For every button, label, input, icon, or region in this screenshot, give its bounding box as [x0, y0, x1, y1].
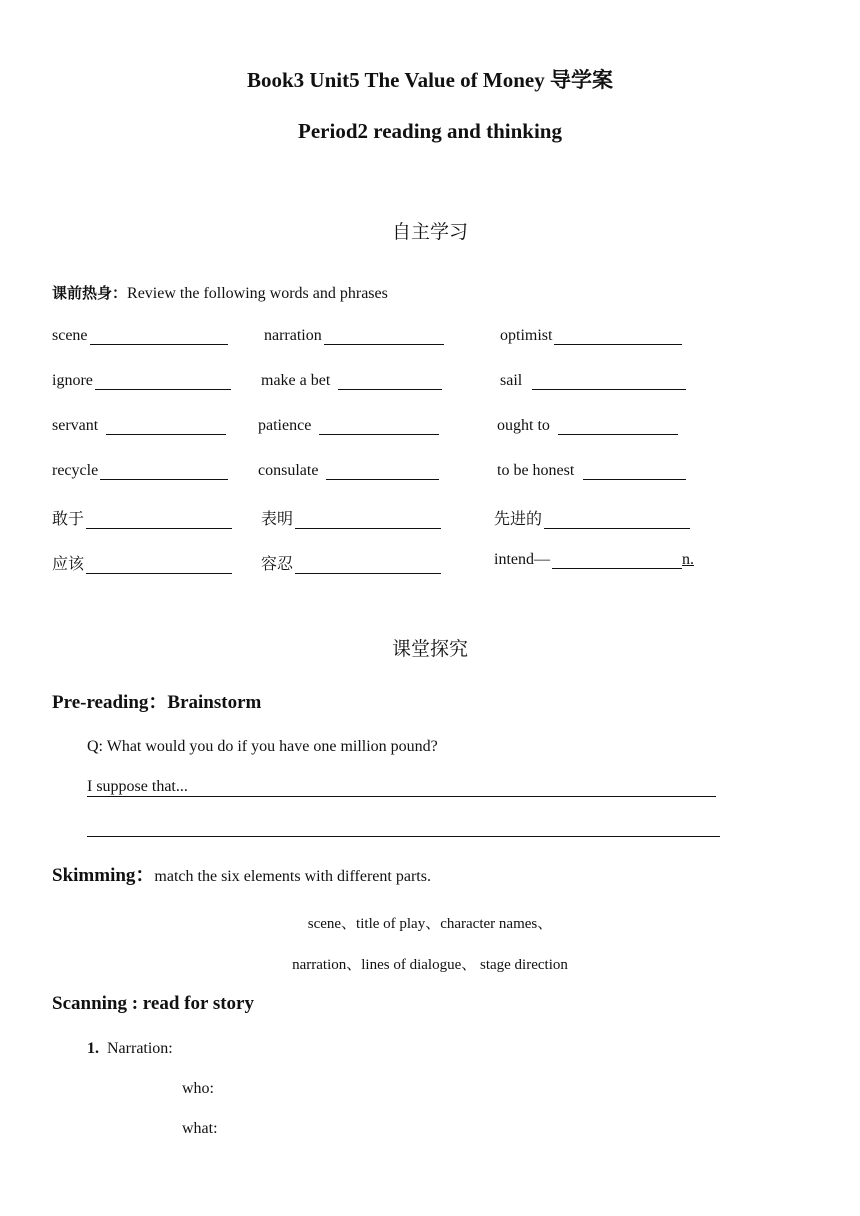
- vocab-item: 表明: [261, 506, 441, 529]
- vocab-item: recycle: [52, 462, 228, 480]
- answer-blank[interactable]: [100, 465, 228, 480]
- answer-blank[interactable]: [583, 465, 686, 480]
- answer-blank[interactable]: [86, 559, 232, 574]
- vocab-item: 应该: [52, 551, 232, 574]
- classroom-heading: 课堂探究: [391, 639, 468, 660]
- answer-blank[interactable]: [319, 420, 439, 435]
- skimming-label: Skimming：: [52, 865, 155, 886]
- answer-blank[interactable]: [295, 559, 441, 574]
- vocab-item: optimist: [500, 327, 682, 345]
- answer-line-2[interactable]: [87, 818, 720, 837]
- answer-blank[interactable]: [544, 514, 690, 529]
- answer-blank[interactable]: [338, 375, 442, 390]
- answer-blank[interactable]: [558, 420, 678, 435]
- vocab-item: intend— n.: [494, 551, 694, 568]
- vocab-item: ought to: [497, 417, 678, 435]
- answer-blank[interactable]: [552, 554, 682, 569]
- skimming-text: match the six elements with different parts.: [154, 868, 431, 885]
- answer-blank[interactable]: [326, 465, 439, 480]
- answer-blank[interactable]: [324, 330, 444, 345]
- narration-item: [87, 1040, 173, 1058]
- answer-blank[interactable]: [532, 375, 686, 390]
- answer-blank[interactable]: [106, 420, 226, 435]
- answer-blank[interactable]: [95, 375, 231, 390]
- answer-start: I suppose that...: [87, 778, 188, 795]
- suffix-n: n.: [682, 551, 694, 568]
- vocab-item: consulate: [258, 462, 439, 480]
- what-label: what:: [182, 1120, 218, 1137]
- vocab-item: patience: [258, 417, 439, 435]
- who-label: who:: [182, 1080, 214, 1097]
- answer-blank[interactable]: [554, 330, 682, 345]
- elements-line-2: narration、lines of dialogue、 stage direction: [292, 957, 568, 973]
- vocab-item: 先进的: [494, 506, 690, 529]
- vocab-item: to be honest: [497, 462, 686, 480]
- item-number: 1.: [87, 1040, 99, 1057]
- scanning-heading: Scanning : read for story: [52, 993, 254, 1014]
- prereading-heading: Pre-reading：Brainstorm: [52, 692, 262, 713]
- elements-line-1: scene、title of play、character names、: [307, 916, 553, 932]
- warmup-text: Review the following words and phrases: [127, 285, 388, 302]
- document-title: Book3 Unit5 The Value of Money 导学案: [247, 68, 613, 92]
- question-text: Q: What would you do if you have one million pound?: [87, 738, 438, 755]
- vocab-item: 敢于: [52, 506, 232, 529]
- vocab-item: scene: [52, 327, 228, 345]
- item-label: Narration:: [107, 1040, 173, 1057]
- vocab-item: narration: [264, 327, 444, 345]
- vocab-item: ignore: [52, 372, 231, 390]
- answer-blank[interactable]: [295, 514, 441, 529]
- period-title: Period2 reading and thinking: [298, 119, 562, 143]
- answer-line-1[interactable]: [87, 778, 716, 797]
- answer-blank[interactable]: [86, 514, 232, 529]
- warmup-line: [52, 282, 388, 303]
- skimming-line: [52, 860, 431, 887]
- vocab-item: make a bet: [261, 372, 442, 390]
- self-study-heading: 自主学习: [391, 222, 468, 243]
- vocab-item: servant: [52, 417, 226, 435]
- vocab-item: 容忍: [261, 551, 441, 574]
- vocab-item: sail: [500, 372, 686, 390]
- answer-blank[interactable]: [90, 330, 228, 345]
- warmup-label: 课前热身：: [52, 284, 128, 302]
